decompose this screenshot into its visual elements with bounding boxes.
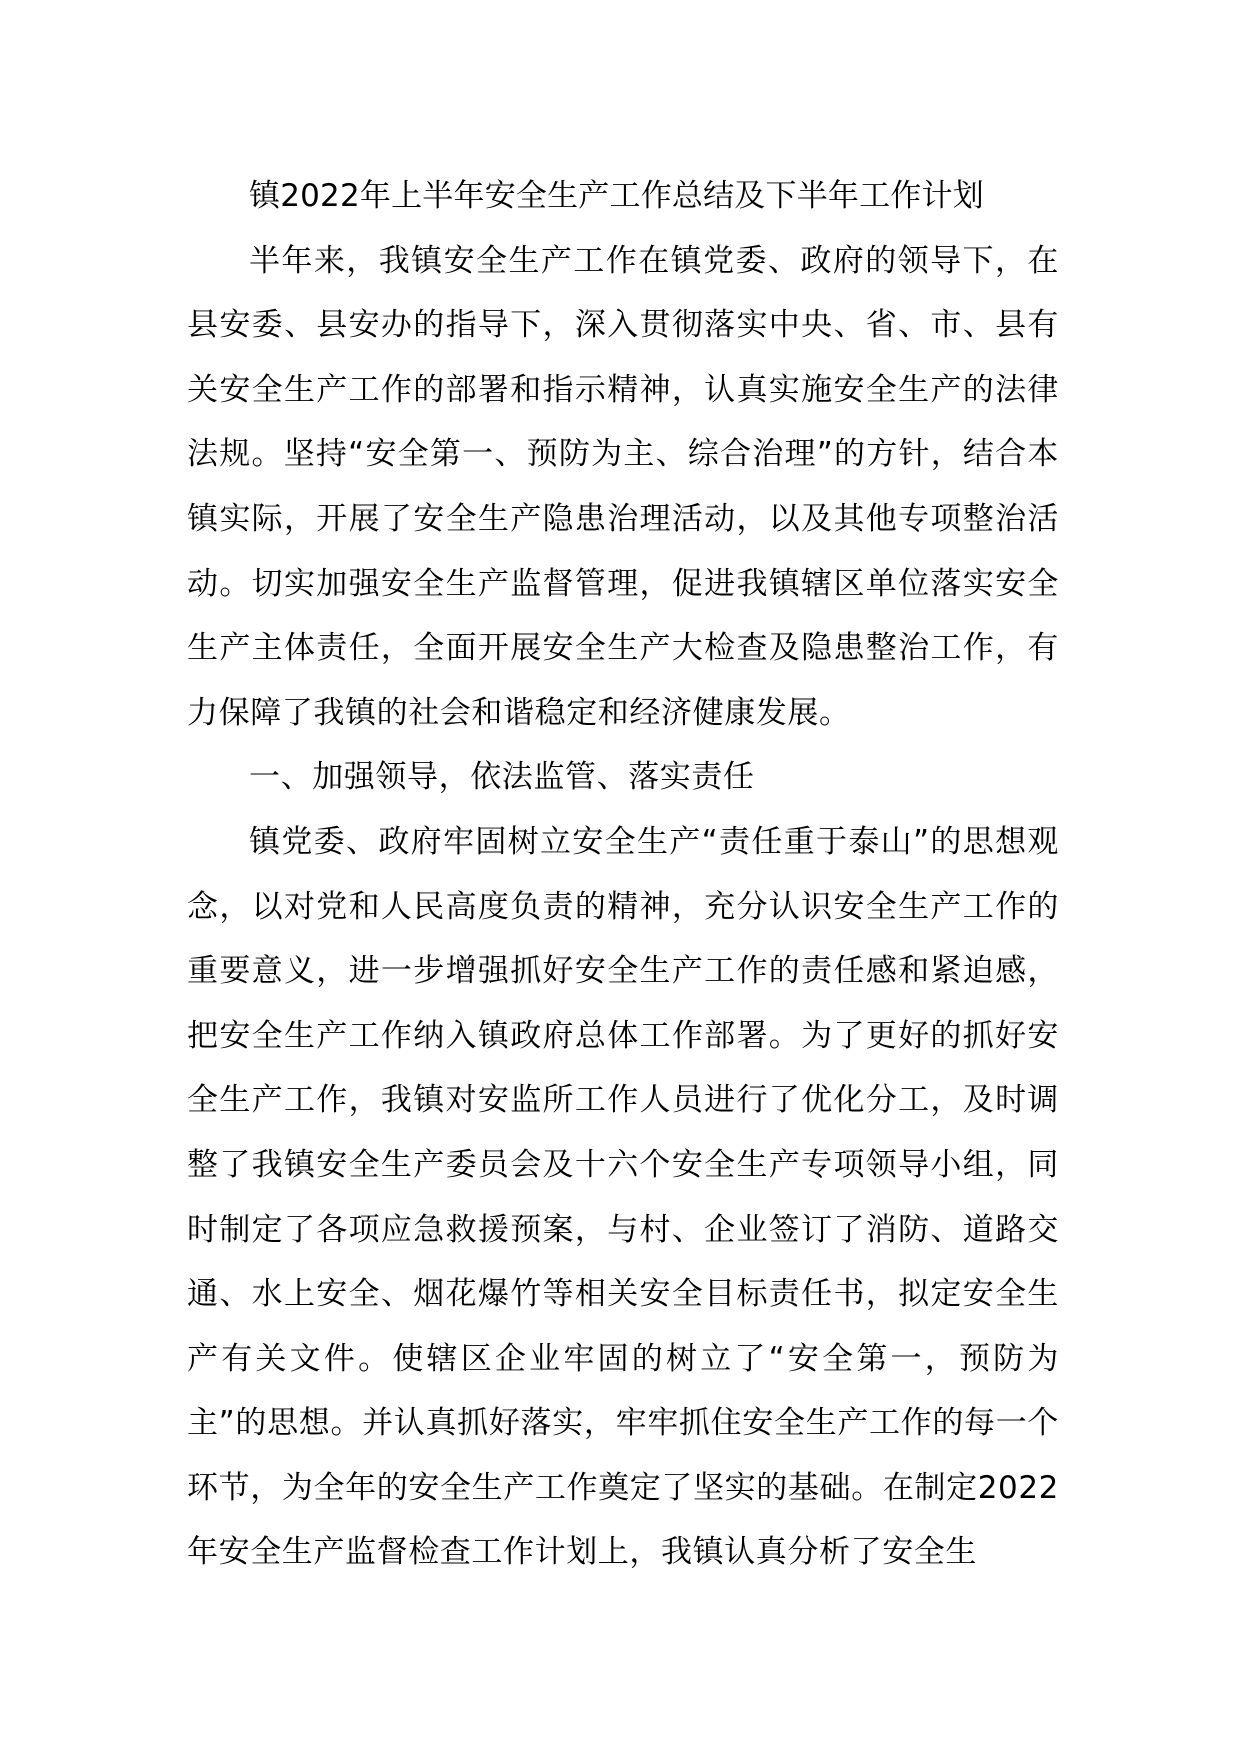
document-body xyxy=(187,164,1059,1585)
paragraph-intro: 半年来，我镇安全生产工作在镇党委、政府的领导下，在县安委、县安办的指导下，深入贯彻落实中央、省、市、县有关安全生产工作的部署和指示精神，认真实施安全生产的法律法规。坚持“安全第一、预防为主、综合治理”的方针，结合本镇实际，开展了安全生产隐患治理活动，以及其他专项整治活动。切实加强安全生产监督管理，促进我镇辖区单位落实安全生产主体责任，全面开展安全生产大检查及隐患整治工作，有力保障了我镇的社会和谐稳定和经济健康发展。 xyxy=(187,242,1059,731)
document-title: 镇2022年上半年安全生产工作总结及下半年工作计划 xyxy=(249,178,984,214)
section-heading-1: 一、加强领导，依法监管、落实责任 xyxy=(249,759,755,796)
paragraph-section-1: 镇党委、政府牢固树立安全生产“责任重于泰山”的思想观念，以对党和人民高度负责的精神，充分认识安全生产工作的重要意义，进一步增强抓好安全生产工作的责任感和紧迫感，把安全生产工作纳入镇政府总体工作部署。为了更好的抓好安全生产工作，我镇对安监所工作人员进行了优化分工，及时调整了我镇安全生产委员会及十六个安全生产专项领导小组，同时制定了各项应急救援预案，与村、企业签订了消防、道路交通、水上安全、烟花爆竹等相关安全目标责任书，拟定安全生产有关文件。使辖区企业牢固的树立了“安全第一，预防为主”的思想。并认真抓好落实，牢牢抓住安全生产工作的每一个环节，为全年的安全生产工作奠定了坚实的基础。在制定2022年安全生产监督检查工作计划上，我镇认真分析了安全生 xyxy=(187,823,1059,1571)
